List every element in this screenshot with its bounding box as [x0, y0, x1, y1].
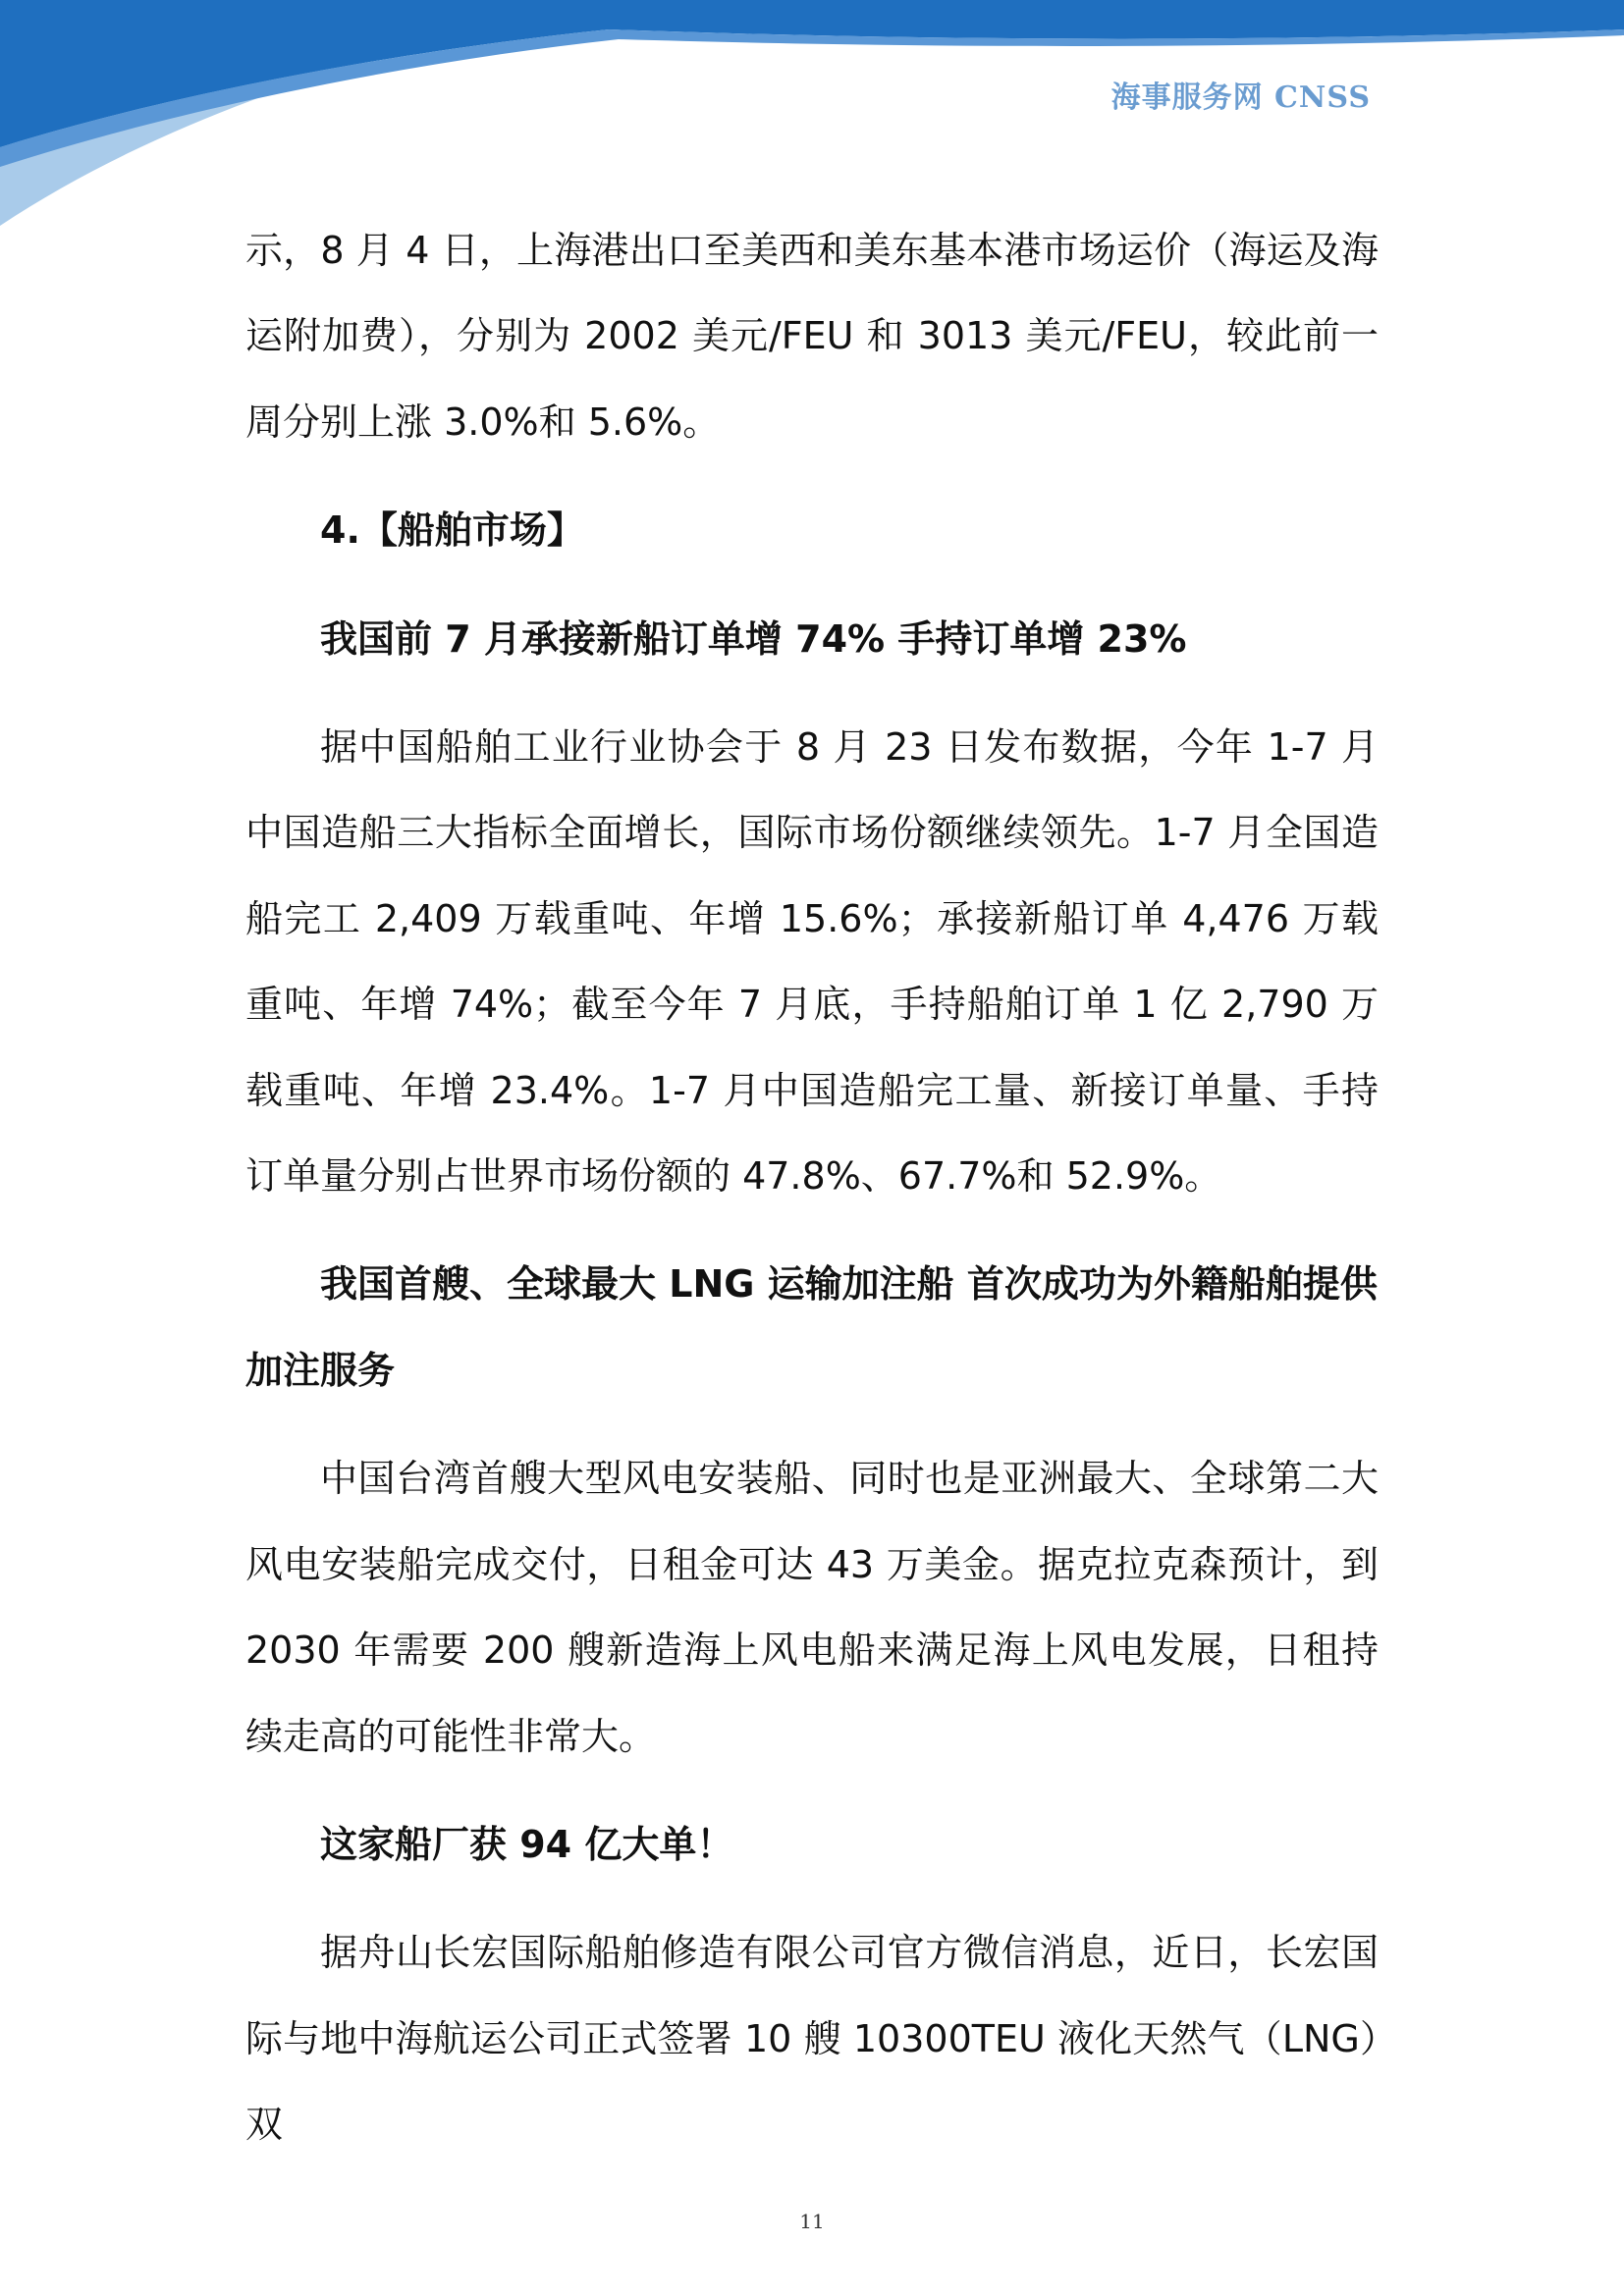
section-title: 4.【船舶市场】: [320, 508, 584, 553]
body-paragraph-3: 中国台湾首艘大型风电安装船、同时也是亚洲最大、全球第二大风电安装船完成交付，日租金可达 43 万美金。据克拉克森预计，到 2030 年需要 200 艘新造海上风电船来满足海上风电发展，日租持续走高的可能性非常大。: [245, 1457, 1379, 1758]
news-heading-2: 我国首艘、全球最大 LNG 运输加注船 首次成功为外籍船舶提供加注服务: [245, 1262, 1378, 1392]
body-paragraph-2: 据中国船舶工业行业协会于 8 月 23 日发布数据，今年 1-7 月中国造船三大指标全面增长，国际市场份额继续领先。1-7 月全国造船完工 2,409 万载重吨、年增 15.6%；承接新船订单 4,476 万载重吨、年增 74%；截至今年 7 月底，手持船舶订单 1 亿 2,790 万载重吨、年增 23.4%。1-7 月中国造船完工量、新接订单量、手持订单量分别占世界市场份额的 47.8%、67.7%和 52.9%。: [245, 725, 1379, 1199]
page-body: [245, 208, 1379, 2168]
news-heading-3: 这家船厂获 94 亿大单！: [320, 1822, 734, 1866]
body-paragraph-4: 据舟山长宏国际船舶修造有限公司官方微信消息，近日，长宏国际与地中海航运公司正式签署 10 艘 10300TEU 液化天然气（LNG）双: [245, 1931, 1379, 2147]
page-number: 11: [799, 2210, 825, 2233]
news-heading-1: 我国前 7 月承接新船订单增 74% 手持订单增 23%: [320, 616, 1187, 661]
body-paragraph-1: 示，8 月 4 日，上海港出口至美西和美东基本港市场运价（海运及海运附加费），分别为 2002 美元/FEU 和 3013 美元/FEU，较此前一周分别上涨 3.0%和 5.6%。: [245, 229, 1379, 444]
brand-logo-text: 海事服务网 CNSS: [1110, 80, 1371, 115]
